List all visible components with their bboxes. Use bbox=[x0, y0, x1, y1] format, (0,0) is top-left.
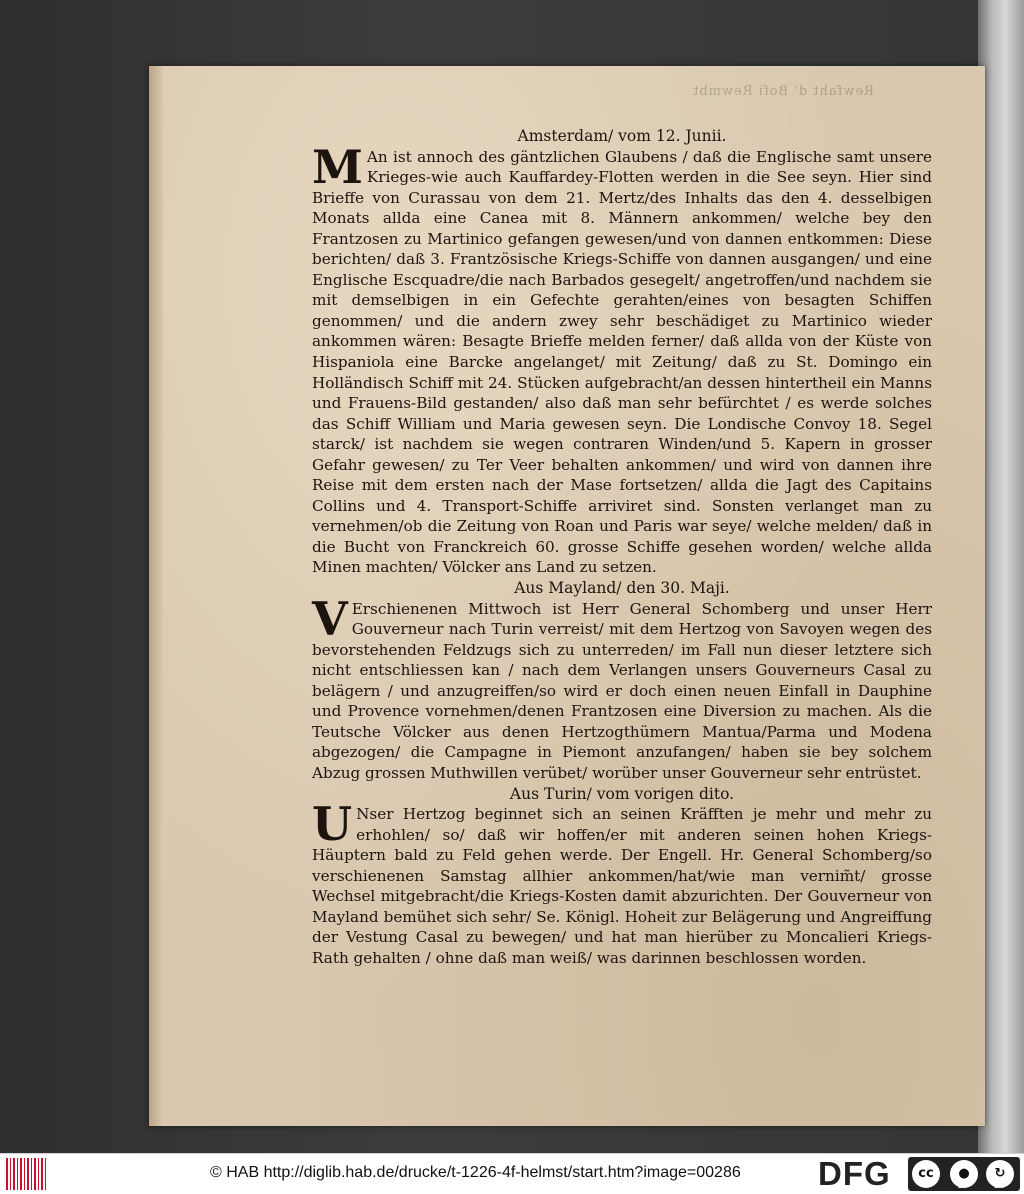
document-page bbox=[149, 66, 985, 1126]
section-heading-mayland: Aus Mayland/ den 30. Maji. bbox=[514, 579, 730, 598]
section-body-turin bbox=[312, 797, 932, 968]
drop-cap: M bbox=[312, 139, 363, 194]
drop-cap: U bbox=[312, 797, 353, 852]
page-text bbox=[312, 126, 932, 968]
copyright-link[interactable]: © HAB http://diglib.hab.de/drucke/t-1226-4f-helmst/start.htm?image=00286 bbox=[210, 1164, 741, 1181]
dfg-logo: DFG bbox=[818, 1155, 891, 1192]
license-sa-label: SA bbox=[994, 1183, 1004, 1190]
sa-icon: ↻ bbox=[986, 1160, 1014, 1188]
paragraph-text: An ist annoch des gäntzlichen Glaubens / daß die Englische samt unsere Krieges-wie auch Kauffardey-Flotten werden in die See seyn. Hier sind Brieffe von Curassau von dem 21. Mertz/des Inhalts das den 4. desselbigen Monats allda eine Canea mit 8. Männern ankommen/ welche bey den Frantzosen zu Martinico gefangen gewesen/und von dannen entkommen: Diese berichten/ daß 3. Frantzösische Kriegs-Schiffe von dannen ausgangen/ und eine Englische Escquadre/die nach Barbados gesegelt/ angetroffen/und nachdem sie mit demselbigen in ein Gefechte gerahten/eines von besagten Schiffen genommen/ und die andern zwey sehr beschädiget zu Martinico wieder ankommen wären: Besagte Brieffe melden ferner/ daß allda von der Küste von Hispaniola eine Barcke angelanget/ mit Zeitung/ daß zu St. Domingo ein Holländisch Schiff mit 24. Stücken aufgebracht/an dessen hintertheil ein Manns und Frauens-Bild gestanden/ also daß man sehr befürchtet / es werde solches das Schiff William und Maria gewesen seyn. Die Londische Convoy 18. Segel starck/ ist nachdem sie wegen contraren Winden/und 5. Kapern in grosser Gefahr gewesen/ zu Ter Veer behalten ankommen/ und wird von dannen ihre Reise mit dem ersten nach der Mase fortsetzen/ allda die Jagt des Capitains Collins und 4. Transport-Schiffe arriviret sind. Sonsten verlanget man zu vernehmen/ob die Zeitung von Roan und Paris war seye/ welche melden/ daß in die Bucht von Franckreich 60. grosse Schiffe gesehen worden/ welche allda Minen machten/ Völcker ans Land zu setzen. bbox=[312, 147, 932, 577]
section-body-mayland bbox=[312, 591, 932, 784]
drop-cap: V bbox=[312, 591, 348, 646]
bleed-through-text: Rewfaht d' Bofi Rewmbt bbox=[692, 84, 874, 99]
by-icon: ● bbox=[950, 1160, 978, 1188]
paragraph-text: Nser Hertzog beginnet sich an seinen Kräfften je mehr und mehr zu erhohlen/ so/ daß wir hoffen/er mit anderen seinen hohen Kriegs-Häuptern bald zu Feld gehen werde. Der Engell. Hr. General Schomberg/so verschienenen Samstag allhier ankommen/hat/wie man vernim̃t/ grosse Wechsel mitgebracht/die Kriegs-Kosten damit abzurichten. Der Gouverneur von Mayland bemühet sich sehr/ Se. Königl. Hoheit zur Belägerung und Angreiffung der Vestung Casal zu bewegen/ und hat man hierüber zu Moncalieri Kriegs-Rath gehalten / ohne daß man weiß/ was darinnen beschlossen worden. bbox=[312, 805, 932, 967]
footer-bar bbox=[0, 1153, 1024, 1194]
cc-icon: cc bbox=[912, 1160, 940, 1188]
license-badge[interactable] bbox=[908, 1157, 1020, 1191]
page-gutter bbox=[149, 66, 163, 1126]
license-by-label: BY bbox=[958, 1183, 968, 1190]
section-heading-turin: Aus Turin/ vom vorigen dito. bbox=[509, 784, 735, 803]
paragraph-text: Erschienenen Mittwoch ist Herr General Schomberg und unser Herr Gouverneur nach Turin verreist/ mit dem Hertzog von Savoyen wegen des bevorstehenden Feldzugs sich zu unterreden/ im Fall nun dieser letztere sich nicht entschliessen kan / nach dem Verlangen unsers Gouverneurs Casal zu belägern / und anzugreiffen/so wird er doch einen neuen Einfall in Dauphine und Provence vornehmen/denen Frantzosen eine Diversion zu machen. Als die Teutsche Völcker aus denen Hertzogthümern Mantua/Parma und Modena abgezogen/ die Campagne in Piemont anzufangen/ haben sie bey solchem Abzug grossen Muthwillen verübet/ worüber unser Gouverneur sehr entrüstet. bbox=[312, 599, 932, 782]
hab-logo-icon bbox=[6, 1158, 46, 1190]
section-heading-amsterdam: Amsterdam/ vom 12. Junii. bbox=[517, 127, 727, 145]
section-body-amsterdam bbox=[312, 139, 932, 578]
